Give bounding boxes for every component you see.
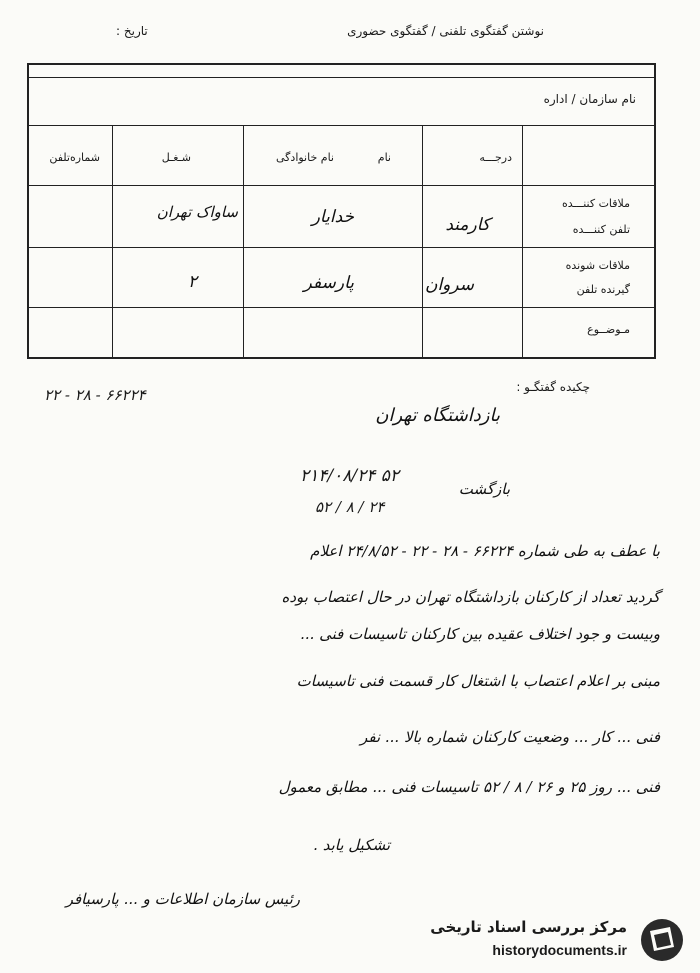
col-family-name-header: نام خانوادگی [276,151,334,164]
table-rule [29,77,654,78]
row2-job: ۲ [187,272,197,292]
table-rule [29,125,654,126]
col-rank-header: درجـــه [479,151,512,164]
body-line-3: وبیست و جود اختلاف عقیده بین کارکنان تاسیسات فنی ... [300,625,660,643]
return-date-line1: ۲۱۴/۰۸/۲۴ ۵۲ [300,466,400,486]
body-line-6: فنی ... روز ۲۵ و ۲۶ / ۸ / ۵۲ تاسیسات فنی ... مطابق معمول [278,778,660,796]
return-date-label: بازگشت [458,480,510,498]
addressee: بازداشتگاه تهران [375,405,500,426]
archive-website: historydocuments.ir [492,942,627,958]
row1-job: ساواک تهران [156,203,238,221]
col-name-header: نام [377,151,391,164]
table-col-rule [522,125,523,357]
row2-family-name: پارسفر [303,273,354,293]
body-line-2: گردید تعداد از کارکنان بازداشتگاه تهران در حال اعتصاب بوده [281,588,660,606]
row1-family-name: خدایار [311,207,354,227]
archive-watermark [415,912,697,972]
row2-label-line2: گیرنده تلفن [576,283,630,296]
signature: رئیس سازمان اطلاعات و ... پارسیافر [65,890,300,908]
summary-ref-number: ۲۲ - ۲۸ - ۶۶۲۲۴ [44,386,146,404]
table-rule [29,307,654,308]
row2-rank: سروان [424,275,474,295]
table-col-rule [243,125,244,357]
form-table [27,63,656,359]
archive-center-name: مرکز بررسی اسناد تاریخی [430,918,627,936]
col-phone-header: شماره‌تلفن [49,151,100,164]
body-line-7: تشکیل یابد . [313,836,390,854]
table-col-rule [112,125,113,357]
org-label: نام سازمان / اداره [543,92,636,106]
body-line-4: مبنی بر اعلام اعتصاب با اشتغال کار قسمت فنی تاسیسات [296,672,660,690]
row1-rank: کارمند [445,215,490,235]
subject-label: مـوضــوع [587,323,630,336]
table-rule [29,185,654,186]
row1-label-line1: ملاقات کننـــده [562,197,630,210]
archive-logo-icon [639,917,685,963]
header-date-label: تاریخ : [116,24,148,38]
table-rule [29,247,654,248]
col-job-header: شـغـل [161,151,191,164]
return-date-line2: ۵۲ / ۸ / ۲۴ [315,498,385,516]
header-call-types: نوشتن گفتگوی تلفنی / گفتگوی حضوری [347,24,544,38]
row1-label-line2: تلفن کننـــده [572,223,630,236]
table-col-rule [422,125,423,357]
row2-label-line1: ملاقات شونده [565,259,630,272]
body-line-5: فنی ... کار ... وضعیت کارکنان شماره بالا ... نفر [360,728,660,746]
summary-label: چکیده گفتگـو : [516,380,590,394]
body-line-1: با عطف به طی شماره ۶۶۲۲۴ - ۲۸ - ۲۲ - ۲۴/۸/۵۲ اعلام [310,542,660,560]
